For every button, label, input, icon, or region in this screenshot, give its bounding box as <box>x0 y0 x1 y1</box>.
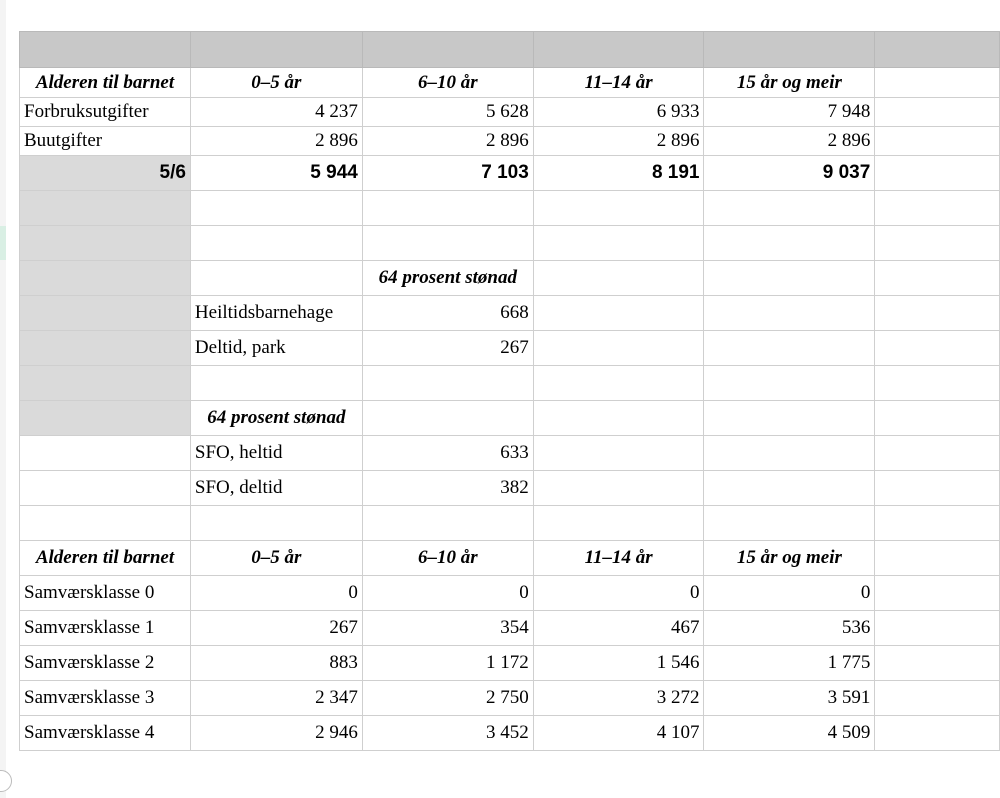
cell[interactable] <box>190 191 362 226</box>
empty-row <box>20 226 1000 261</box>
value-cell[interactable]: 2 896 <box>190 127 362 156</box>
sfo-row <box>20 471 1000 506</box>
value-cell[interactable]: 0 <box>362 576 533 611</box>
summary-value[interactable]: 7 103 <box>362 156 533 191</box>
table1-header-row <box>20 68 1000 98</box>
table1-row-buutgifter <box>20 127 1000 156</box>
cell[interactable] <box>875 366 1000 401</box>
summary-label[interactable]: 5/6 <box>20 156 191 191</box>
value-cell[interactable]: 467 <box>533 611 704 646</box>
value-cell[interactable]: 536 <box>704 611 875 646</box>
value-cell[interactable]: 5 628 <box>362 98 533 127</box>
empty-row <box>20 366 1000 401</box>
sfo-row <box>20 436 1000 471</box>
cell[interactable] <box>533 261 704 296</box>
cell[interactable] <box>875 98 1000 127</box>
value-cell[interactable]: 4 107 <box>533 716 704 751</box>
value-cell[interactable]: 1 546 <box>533 646 704 681</box>
cell[interactable] <box>704 32 875 68</box>
cell[interactable] <box>20 436 191 471</box>
value-cell[interactable]: 1 172 <box>362 646 533 681</box>
value-cell[interactable]: 2 750 <box>362 681 533 716</box>
cell[interactable] <box>20 506 191 541</box>
table2-header-row <box>20 541 1000 576</box>
row-label[interactable]: Deltid, park <box>190 331 362 366</box>
table1-header-age[interactable]: Alderen til barnet <box>20 68 191 98</box>
cell[interactable] <box>875 331 1000 366</box>
cell[interactable] <box>704 331 875 366</box>
cell[interactable] <box>875 576 1000 611</box>
table2-row <box>20 576 1000 611</box>
value-cell[interactable]: 354 <box>362 611 533 646</box>
table1-header-11-14[interactable]: 11–14 år <box>533 68 704 98</box>
cell[interactable] <box>875 156 1000 191</box>
value-cell[interactable]: 2 896 <box>533 127 704 156</box>
cell[interactable] <box>875 401 1000 436</box>
cell[interactable] <box>362 506 533 541</box>
header-band-row <box>20 32 1000 68</box>
cell[interactable] <box>20 32 191 68</box>
table2-header-6-10[interactable]: 6–10 år <box>362 541 533 576</box>
cell[interactable] <box>533 506 704 541</box>
cell[interactable] <box>704 366 875 401</box>
cell[interactable] <box>704 436 875 471</box>
row-label[interactable]: Samværsklasse 1 <box>20 611 191 646</box>
cell[interactable] <box>704 296 875 331</box>
row-label[interactable]: Buutgifter <box>20 127 191 156</box>
cell[interactable] <box>533 401 704 436</box>
table2-header-11-14[interactable]: 11–14 år <box>533 541 704 576</box>
cell[interactable] <box>704 226 875 261</box>
sfo-header[interactable]: 64 prosent stønad <box>190 401 362 436</box>
value-cell[interactable]: 2 946 <box>190 716 362 751</box>
sfo-header-row <box>20 401 1000 436</box>
value-cell[interactable]: 2 896 <box>362 127 533 156</box>
value-cell[interactable]: 883 <box>190 646 362 681</box>
table2-header-age[interactable]: Alderen til barnet <box>20 541 191 576</box>
cell[interactable] <box>704 261 875 296</box>
cell[interactable] <box>875 127 1000 156</box>
table1-header-15plus[interactable]: 15 år og meir <box>704 68 875 98</box>
cell[interactable] <box>875 261 1000 296</box>
value-cell[interactable]: 0 <box>190 576 362 611</box>
cell[interactable] <box>20 261 191 296</box>
cell[interactable] <box>875 716 1000 751</box>
cell[interactable] <box>533 226 704 261</box>
cell[interactable] <box>533 296 704 331</box>
value-cell[interactable]: 633 <box>362 436 533 471</box>
value-cell[interactable]: 267 <box>190 611 362 646</box>
spreadsheet-grid <box>19 31 1000 751</box>
cell[interactable] <box>704 191 875 226</box>
table2-row <box>20 716 1000 751</box>
table1-header-6-10[interactable]: 6–10 år <box>362 68 533 98</box>
table2-header-0-5[interactable]: 0–5 år <box>190 541 362 576</box>
cell[interactable] <box>875 506 1000 541</box>
left-edge-strip <box>0 0 6 798</box>
cell[interactable] <box>875 32 1000 68</box>
kindergarten-row <box>20 331 1000 366</box>
left-edge-selection <box>0 226 6 260</box>
value-cell[interactable]: 7 948 <box>704 98 875 127</box>
cell[interactable] <box>875 436 1000 471</box>
cell[interactable] <box>533 191 704 226</box>
table1-header-0-5[interactable]: 0–5 år <box>190 68 362 98</box>
cell[interactable] <box>362 191 533 226</box>
kindergarten-header-row <box>20 261 1000 296</box>
cell[interactable] <box>20 471 191 506</box>
cell[interactable] <box>875 611 1000 646</box>
cell[interactable] <box>190 226 362 261</box>
cell[interactable] <box>362 366 533 401</box>
summary-value[interactable]: 9 037 <box>704 156 875 191</box>
row-label[interactable]: SFO, heltid <box>190 436 362 471</box>
cell[interactable] <box>875 471 1000 506</box>
value-cell[interactable]: 668 <box>362 296 533 331</box>
cell[interactable] <box>704 471 875 506</box>
cell[interactable] <box>20 366 191 401</box>
cell[interactable] <box>190 366 362 401</box>
row-label[interactable]: Samværsklasse 2 <box>20 646 191 681</box>
value-cell[interactable]: 6 933 <box>533 98 704 127</box>
cell[interactable] <box>362 32 533 68</box>
cell[interactable] <box>20 331 191 366</box>
cell[interactable] <box>533 436 704 471</box>
cell[interactable] <box>190 506 362 541</box>
value-cell[interactable]: 4 509 <box>704 716 875 751</box>
cell[interactable] <box>20 296 191 331</box>
row-label[interactable]: Forbruksutgifter <box>20 98 191 127</box>
table1-row-forbruk <box>20 98 1000 127</box>
cell[interactable] <box>362 401 533 436</box>
row-label[interactable]: SFO, deltid <box>190 471 362 506</box>
cell[interactable] <box>20 226 191 261</box>
cell[interactable] <box>704 506 875 541</box>
cell[interactable] <box>190 261 362 296</box>
value-cell[interactable]: 2 347 <box>190 681 362 716</box>
cell[interactable] <box>20 401 191 436</box>
value-cell[interactable]: 0 <box>704 576 875 611</box>
empty-row <box>20 506 1000 541</box>
cell[interactable] <box>875 296 1000 331</box>
summary-value[interactable]: 5 944 <box>190 156 362 191</box>
cell[interactable] <box>362 226 533 261</box>
cell[interactable] <box>533 366 704 401</box>
table2-row <box>20 611 1000 646</box>
cell[interactable] <box>875 646 1000 681</box>
value-cell[interactable]: 3 591 <box>704 681 875 716</box>
row-label[interactable]: Heiltidsbarnehage <box>190 296 362 331</box>
table2-header-15plus[interactable]: 15 år og meir <box>704 541 875 576</box>
table2-row <box>20 646 1000 681</box>
cell[interactable] <box>190 32 362 68</box>
row-label[interactable]: Samværsklasse 3 <box>20 681 191 716</box>
cell[interactable] <box>20 191 191 226</box>
table1-summary-row <box>20 156 1000 191</box>
cell[interactable] <box>704 401 875 436</box>
cell[interactable] <box>875 541 1000 576</box>
cell[interactable] <box>533 471 704 506</box>
kindergarten-header[interactable]: 64 prosent stønad <box>362 261 533 296</box>
cell[interactable] <box>533 331 704 366</box>
value-cell[interactable]: 3 452 <box>362 716 533 751</box>
cell[interactable] <box>875 191 1000 226</box>
summary-value[interactable]: 8 191 <box>533 156 704 191</box>
row-label[interactable]: Samværsklasse 4 <box>20 716 191 751</box>
cell[interactable] <box>533 32 704 68</box>
value-cell[interactable]: 4 237 <box>190 98 362 127</box>
scroll-handle[interactable] <box>0 770 12 792</box>
value-cell[interactable]: 382 <box>362 471 533 506</box>
cell[interactable] <box>875 681 1000 716</box>
row-label[interactable]: Samværsklasse 0 <box>20 576 191 611</box>
table2-row <box>20 681 1000 716</box>
cell[interactable] <box>875 226 1000 261</box>
value-cell[interactable]: 1 775 <box>704 646 875 681</box>
value-cell[interactable]: 267 <box>362 331 533 366</box>
kindergarten-row <box>20 296 1000 331</box>
cell[interactable] <box>875 68 1000 98</box>
value-cell[interactable]: 3 272 <box>533 681 704 716</box>
value-cell[interactable]: 2 896 <box>704 127 875 156</box>
value-cell[interactable]: 0 <box>533 576 704 611</box>
empty-row <box>20 191 1000 226</box>
